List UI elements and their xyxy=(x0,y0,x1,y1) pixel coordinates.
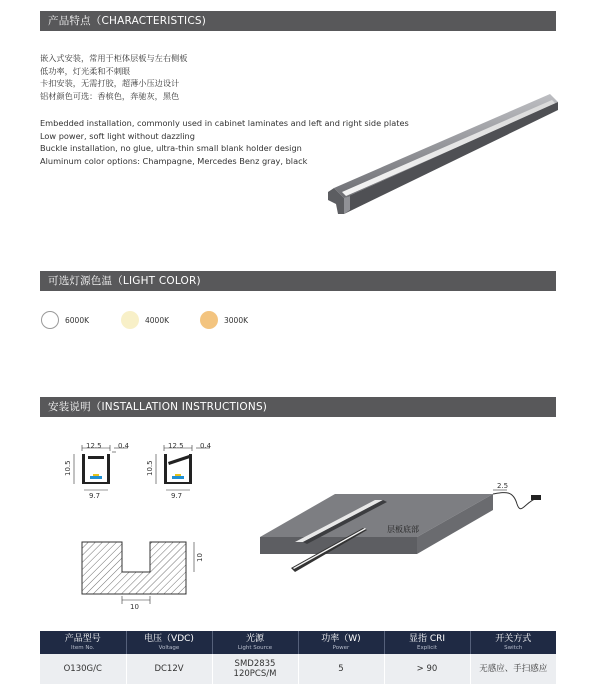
product-photo xyxy=(320,88,560,218)
cell-light-source: SMD2835 120PCS/M xyxy=(212,654,298,684)
cutout-depth: 10 xyxy=(196,553,204,562)
swatch-label-4000k: 4000K xyxy=(145,316,170,325)
feature-line: Aluminum color options: Champagne, Mercedes Benz gray, black xyxy=(40,155,308,166)
col-cri: 显指 CRI Explicit xyxy=(384,631,470,654)
dim-width: 12.5 xyxy=(86,442,102,450)
cell-item-no: O130G/C xyxy=(40,654,126,684)
install-label: 层板底部 xyxy=(387,525,419,534)
cell-voltage: DC12V xyxy=(126,654,212,684)
feature-line: Low power, soft light without dazzling xyxy=(40,130,195,141)
characteristics-header: 产品特点（CHARACTERISTICS) xyxy=(40,11,556,31)
table-row xyxy=(40,654,556,684)
feature-line: 铝材颜色可选：香槟色，奔驰灰，黑色 xyxy=(40,90,180,101)
installation-illustration xyxy=(255,482,555,582)
feature-line: 低功率，灯光柔和不刺眼 xyxy=(40,65,131,76)
installation-header: 安装说明（INSTALLATION INSTRUCTIONS) xyxy=(40,397,556,417)
swatch-4000k xyxy=(121,311,139,329)
dim-inner: 9.7 xyxy=(171,492,183,500)
swatch-label-6000k: 6000K xyxy=(65,316,90,325)
feature-line: Embedded installation, commonly used in cabinet laminates and left and right side plates xyxy=(40,118,409,128)
col-light-source: 光源 Light Source xyxy=(212,631,298,654)
dim-height: 10.5 xyxy=(64,460,72,476)
feature-line: 嵌入式安装，常用于柜体层板与左右侧板 xyxy=(40,53,188,63)
cutout-width: 10 xyxy=(130,603,139,611)
dim-lip: 0.4 xyxy=(200,442,212,450)
cell-switch: 无感应、手扫感应 xyxy=(470,654,556,684)
characteristics-zh-text xyxy=(40,52,187,102)
cutout-diagram xyxy=(78,538,218,612)
cell-cri: > 90 xyxy=(384,654,470,684)
dim-lip: 0.4 xyxy=(118,442,130,450)
col-switch: 开关方式 Switch xyxy=(470,631,556,654)
feature-line: 卡扣安装，无需打胶，超薄小压边设计 xyxy=(40,78,180,89)
cable-dim: 2.5 xyxy=(497,482,509,490)
col-item-no: 产品型号 Item No. xyxy=(40,631,126,654)
dim-inner: 9.7 xyxy=(89,492,101,500)
dim-height: 10.5 xyxy=(146,460,154,476)
profile-cross-section-diffuser xyxy=(140,440,220,502)
table-header-row xyxy=(40,631,556,654)
col-power: 功率（W) Power xyxy=(298,631,384,654)
swatch-label-3000k: 3000K xyxy=(224,316,249,325)
cell-power: 5 xyxy=(298,654,384,684)
swatch-6000k xyxy=(41,311,59,329)
col-voltage: 电压（VDC) Voltage xyxy=(126,631,212,654)
light-color-header: 可选灯源色温（LIGHT COLOR) xyxy=(40,271,556,291)
feature-line: Buckle installation, no glue, ultra-thin small blank holder design xyxy=(40,143,302,154)
spec-table xyxy=(40,631,556,684)
profile-cross-section xyxy=(58,440,138,502)
swatch-3000k xyxy=(200,311,218,329)
dim-width: 12.5 xyxy=(168,442,184,450)
